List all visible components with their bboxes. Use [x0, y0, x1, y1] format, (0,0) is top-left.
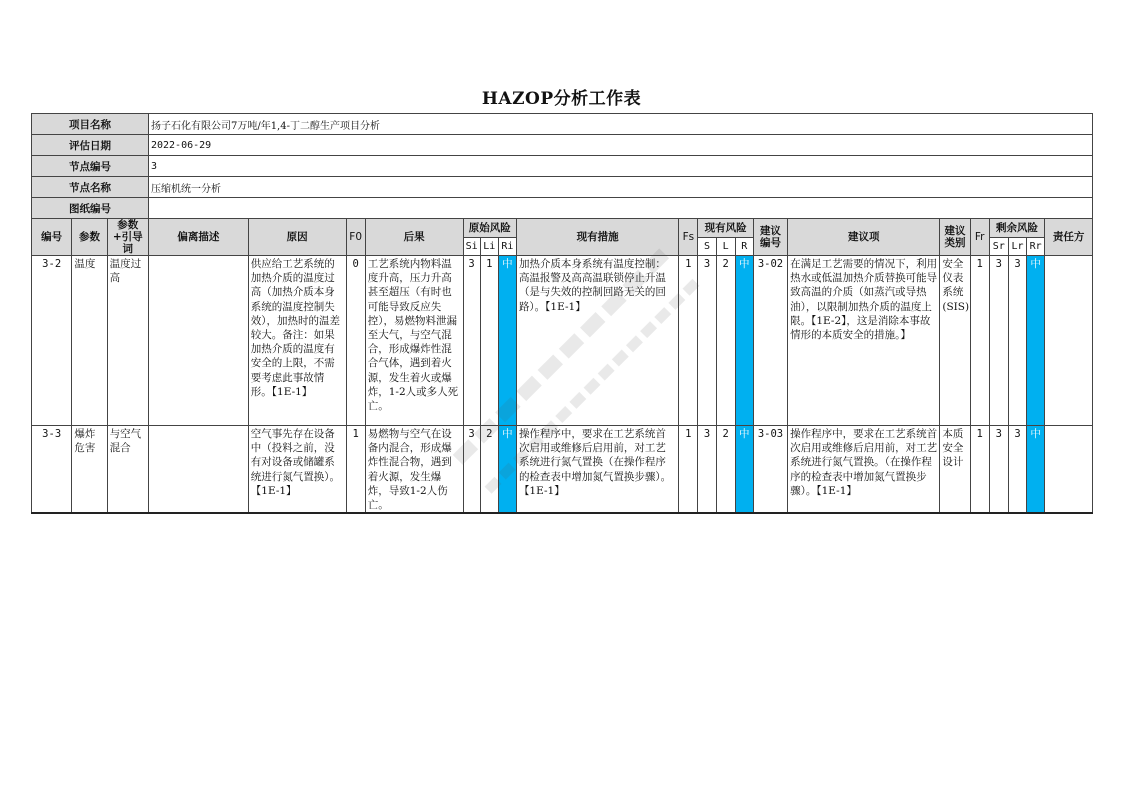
- info-value[interactable]: 2022-06-29: [148, 135, 1092, 156]
- col-header-sug-no: 建议编号: [753, 219, 787, 256]
- cell-sug-type[interactable]: 安全仪表系统(SIS): [940, 256, 970, 426]
- cell-lr[interactable]: 3: [1008, 256, 1026, 426]
- col-header-consequence: 后果: [365, 219, 463, 256]
- cell-measures[interactable]: 操作程序中，要求在工艺系统首次启用或维修后启用前，对工艺系统进行氮气置换（在操作程序的检查表中增加氮气置换步骤）。【1E-1】: [516, 426, 678, 514]
- col-header-s: S: [698, 237, 716, 256]
- info-row-project: [32, 114, 1093, 135]
- cell-rr[interactable]: 中: [1027, 256, 1045, 426]
- col-header-measures: 现有措施: [516, 219, 678, 256]
- header-row-1: [32, 219, 1093, 238]
- info-value[interactable]: [148, 198, 1092, 219]
- col-header-id: 编号: [32, 219, 72, 256]
- info-row-node-no: [32, 156, 1093, 177]
- cell-id[interactable]: 3-2: [32, 256, 72, 426]
- cell-si[interactable]: 3: [463, 256, 480, 426]
- cell-ri[interactable]: 中: [498, 256, 516, 426]
- cell-guide[interactable]: 温度过高: [107, 256, 148, 426]
- col-header-cur-risk: 现有风险: [698, 219, 753, 238]
- cell-owner[interactable]: [1045, 256, 1093, 426]
- cell-rr[interactable]: 中: [1027, 426, 1045, 514]
- cell-f0[interactable]: 0: [346, 256, 365, 426]
- cell-consequence[interactable]: 工艺系统内物料温度升高，压力升高甚至超压（有时也可能导致反应失控），易燃物料泄漏至大气，与空气混合，形成爆炸性混合气体，遇到着火源，发生着火或爆炸，1-2人或多人死亡。: [365, 256, 463, 426]
- info-row-date: [32, 135, 1093, 156]
- col-header-lr: Lr: [1008, 237, 1026, 256]
- col-header-fs: Fs: [679, 219, 698, 256]
- col-header-si: Si: [463, 237, 480, 256]
- page-title: HAZOP分析工作表: [481, 89, 642, 109]
- cell-consequence[interactable]: 易燃物与空气在设备内混合，形成爆炸性混合物，遇到着火源，发生爆炸，导致1-2人伤亡。: [365, 426, 463, 514]
- col-header-guide: 参数+引导词: [107, 219, 148, 256]
- cell-owner[interactable]: [1045, 426, 1093, 514]
- cell-li[interactable]: 2: [480, 426, 498, 514]
- info-label: 评估日期: [32, 135, 149, 156]
- col-header-res-risk: 剩余风险: [989, 219, 1044, 238]
- cell-sug-no[interactable]: 3-02: [753, 256, 787, 426]
- cell-deviation[interactable]: [148, 426, 248, 514]
- cell-measures[interactable]: 加热介质本身系统有温度控制：高温报警及高高温联锁停止升温（是与失效的控制回路无关的回路）。【1E-1】: [516, 256, 678, 426]
- info-value[interactable]: 压缩机统一分析: [148, 177, 1092, 198]
- col-header-cause: 原因: [248, 219, 346, 256]
- cell-deviation[interactable]: [148, 256, 248, 426]
- cell-sr[interactable]: 3: [989, 256, 1008, 426]
- cell-fr[interactable]: 1: [970, 426, 989, 514]
- info-row-drawing: [32, 198, 1093, 219]
- col-header-deviation: 偏离描述: [148, 219, 248, 256]
- col-header-suggestion: 建议项: [788, 219, 940, 256]
- col-header-orig-risk: 原始风险: [463, 219, 516, 238]
- cell-l[interactable]: 2: [716, 426, 735, 514]
- cell-cause[interactable]: 空气事先存在设备中（投料之前，没有对设备或储罐系统进行氮气置换）。【1E-1】: [248, 426, 346, 514]
- cell-fs[interactable]: 1: [679, 256, 698, 426]
- cell-sr[interactable]: 3: [989, 426, 1008, 514]
- cell-sug-no[interactable]: 3-03: [753, 426, 787, 514]
- col-header-li: Li: [480, 237, 498, 256]
- cell-ri[interactable]: 中: [498, 426, 516, 514]
- col-header-sr: Sr: [989, 237, 1008, 256]
- cell-fs[interactable]: 1: [679, 426, 698, 514]
- col-header-r: R: [735, 237, 753, 256]
- col-header-param: 参数: [72, 219, 107, 256]
- col-header-sug-type: 建议类别: [940, 219, 970, 256]
- cell-cause[interactable]: 供应给工艺系统的加热介质的温度过高（加热介质本身系统的温度控制失效），加热时的温差较大。备注：如果加热介质的温度有安全的上限，不需要考虑此事故情形。【1E-1】: [248, 256, 346, 426]
- cell-s[interactable]: 3: [698, 426, 716, 514]
- info-label: 图纸编号: [32, 198, 149, 219]
- cell-s[interactable]: 3: [698, 256, 716, 426]
- info-value[interactable]: 扬子石化有限公司7万吨/年1,4-丁二醇生产项目分析: [148, 114, 1092, 135]
- cell-suggestion[interactable]: 操作程序中，要求在工艺系统首次启用或维修后启用前，对工艺系统进行氮气置换。（在操作程序的检查表中增加氮气置换步骤）。【1E-1】: [788, 426, 940, 514]
- info-row-node-name: [32, 177, 1093, 198]
- cell-r[interactable]: 中: [735, 256, 753, 426]
- cell-f0[interactable]: 1: [346, 426, 365, 514]
- cell-suggestion[interactable]: 在满足工艺需要的情况下，利用热水或低温加热介质替换可能导致高温的介质（如蒸汽或导热油），以限制加热介质的温度上限。【1E-2】，这是消除本事故情形的本质安全的措施。】: [788, 256, 940, 426]
- cell-li[interactable]: 1: [480, 256, 498, 426]
- cell-l[interactable]: 2: [716, 256, 735, 426]
- cell-fr[interactable]: 1: [970, 256, 989, 426]
- cell-si[interactable]: 3: [463, 426, 480, 514]
- cell-id[interactable]: 3-3: [32, 426, 72, 514]
- table-row: [32, 426, 1093, 514]
- cell-param[interactable]: 温度: [72, 256, 107, 426]
- cell-r[interactable]: 中: [735, 426, 753, 514]
- info-label: 节点编号: [32, 156, 149, 177]
- table-row: [32, 256, 1093, 426]
- col-header-l: L: [716, 237, 735, 256]
- cell-lr[interactable]: 3: [1008, 426, 1026, 514]
- info-value[interactable]: 3: [148, 156, 1092, 177]
- hazop-table: [31, 113, 1093, 514]
- cell-sug-type[interactable]: 本质安全设计: [940, 426, 970, 514]
- col-header-rr: Rr: [1027, 237, 1045, 256]
- col-header-owner: 责任方: [1045, 219, 1093, 256]
- col-header-f0: F0: [346, 219, 365, 256]
- col-header-ri: Ri: [498, 237, 516, 256]
- info-label: 节点名称: [32, 177, 149, 198]
- cell-guide[interactable]: 与空气混合: [107, 426, 148, 514]
- info-label: 项目名称: [32, 114, 149, 135]
- col-header-fr: Fr: [970, 219, 989, 256]
- cell-param[interactable]: 爆炸危害: [72, 426, 107, 514]
